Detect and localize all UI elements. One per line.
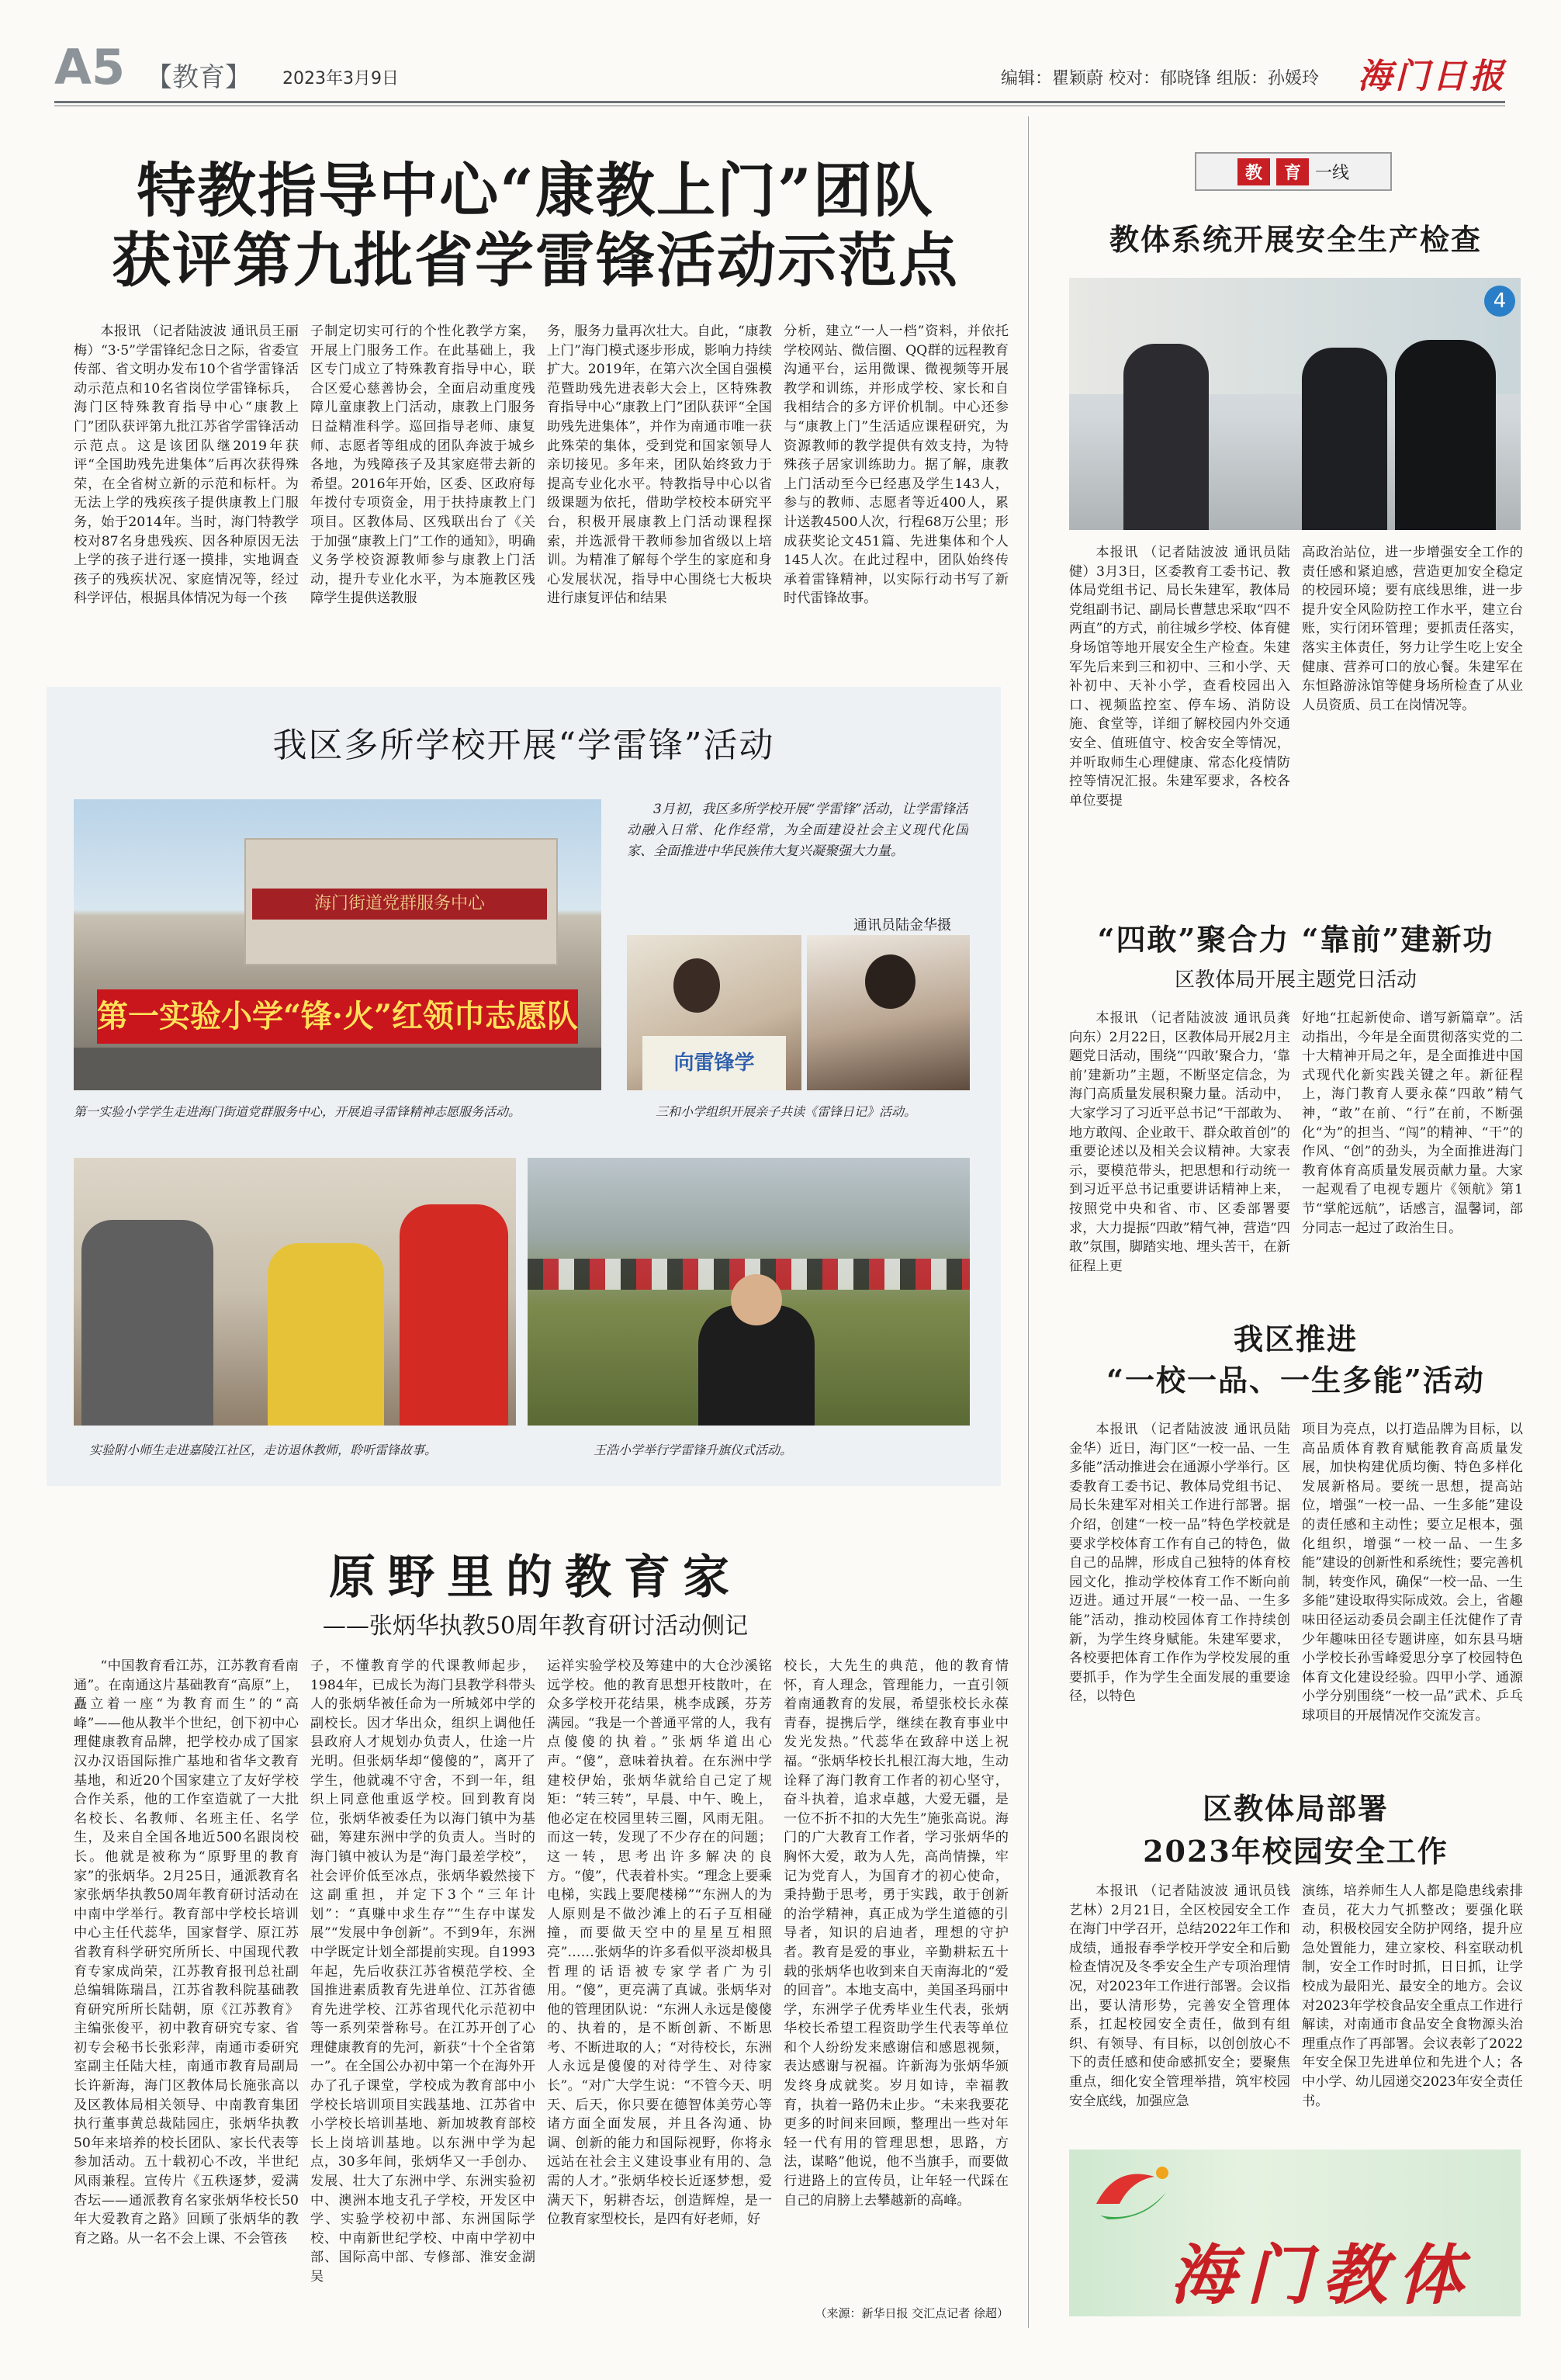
main-article-col-1: 本报讯 （记者陆波波 通讯员王丽梅）“3·5”学雷锋纪念日之际，省委宣传部、省文明办发布10个省学雷锋活动示范点和10名省岗位学雷锋标兵，海门区特殊教育指导中心“康教上门”团队获评第九批江苏省学雷锋活动示范点。这是该团队继2019年获评“全国助残先进集体”后再次获得殊荣，在全省树立新的示范和标杆。为无法上学的残疾孩子提供康教上门服务，始于2014年。当时，海门特教学校对87名身患残疾、因各种原因无法上学的孩子进行逐一摸排，实地调查孩子的残疾状况、家庭情况等，经过科学评估，根据具体情况为每一个孩: [74, 324, 299, 607]
swirl-logo-icon: [1085, 2157, 1178, 2227]
wild-subheadline: ——张炳华执教50周年教育研讨活动侧记: [322, 1613, 749, 1640]
oneschool-col-2: 项目为亮点，以打造品牌为目标，以高品质体育教育赋能教育高质量发展，加快构建优质均衡、特色多样化发展新格局。要统一思想，提高站位，增强“一校一品、一生多能”建设的责任感和主动性；要立足根本，强化组织，增强“一校一品、一生多能”建设的创新性和系统性；要完善机制，转变作风，确保“一校一品、一生多能”建设取得实际成效。会上，省趣味田径运动委员会副主任沈健作了青少年趣味田径专题讲座，如东县马塘小学校长孙雪峰爱思分享了校园特色体育文化建设经验。四甲小学、通源小学分别围绕“一校一品”武术、乒乓球项目的开展情况作交流发言。: [1302, 1422, 1523, 1724]
education-logo-text: 海门教体: [1170, 2236, 1475, 2313]
party-subheadline: 区教体局开展主题党日活动: [1174, 968, 1417, 992]
oneschool-col-1: 本报讯 （记者陆波波 通讯员陆金华）近日，海门区“一校一品、一生多能”活动推进会在通源小学举行。区委教育工委书记、教体局党组书记、局长朱建军对相关工作进行部署。据介绍，创建“一校一品”特色学校就是要求学校体育工作有自己的特色，做自己的品牌，形成自己独特的体育校园文化，推动学校体育工作不断向前迈进。通过开展“一校一品、一生多能”活动，推动校园体育工作持续创新，为学生终身赋能。朱建军要求，各校要把体育工作作为学校发展的重要抓手，作为学生全面发展的重要途径，以特色: [1069, 1422, 1290, 1705]
column-divider: [1028, 116, 1029, 2328]
editor-credits: 编辑：瞿颖蔚 校对：郁晓锋 组版：孙媛玲: [1001, 69, 1319, 88]
photo-safety-inspection: 4: [1069, 278, 1521, 530]
campus-col-2: 演练，培养师生人人都是隐患线索排查员，花大力气抓整改；要强化联动，积极校园安全防护网络，提升应急处置能力，建立家校、科室联动机制，安全工作时时抓，日日抓，让学校成为最阳光、最安全的地方。会议对2023年学校食品安全重点工作进行解读，对南通市食品安全食物源头治理重点作了再部署。会议表彰了2022年安全保卫先进单位和先进个人；各中小学、幼儿园递交2023年安全责任书。: [1302, 1883, 1523, 2109]
section-label: 【教育】: [146, 62, 251, 93]
wild-col-3: 运祥实验学校及筹建中的大仓沙溪铭远学校。他的教育思想开枝散叶，在众多学校开花结果，桃李成蹊，芬芳满园。“我是一个普通平常的人，我有点傻傻的执着。”张炳华道出心声。“傻”，意味着执着。在东洲中学建校伊始，张炳华就给自己定了规矩：“转三转”，早晨、中午、晚上，他必定在校园里转三圈，风雨无阻。而这一转，发现了不少存在的问题；这一转，思考出许多解决的良方。“傻”，代表着朴实。“理念上要乘电梯，实践上要爬楼梯”“东洲人的为人原则是不做沙滩上的石子互相碰撞，而要做天空中的星星互相照亮”……张炳华的许多看似平淡却极具哲理的话语被专家学者广为引用。“傻”，更亮满了真诚。张炳华对他的管理团队说：“东洲人永远是傻傻的、执着的，是不断创新、不断思考、不断进取的人；“对待校长，东洲人永远是傻傻的对待学生、对待家长”。“对广大学生说：“不管今天、明天、后天，你只要在德智体美劳心等诸方面全面发展，并且各沟通、协调、创新的能力和国际视野，你将永远站在社会主义建设事业有用的、急需的人才。”张炳华校长近逐梦想，爱满天下，躬耕杏坛，创造辉煌，是一位教育家型校长，是四有好老师，好: [547, 1658, 772, 2228]
photo-feature-title: 我区多所学校开展“学雷锋”活动: [272, 726, 775, 765]
book-cover: 向雷锋学: [642, 1036, 786, 1090]
caption-1: 第一实验小学学生走进海门街道党群服务中心，开展追寻雷锋精神志愿服务活动。: [74, 1104, 521, 1119]
safety-col-1: 本报讯 （记者陆波波 通讯员陆健）3月3日，区委教育工委书记、教体局党组书记、局长朱建军，教体局党组副书记、副局长曹慧忠采取“四不两直”的方式，前往城乡学校、体育健身场馆等地开展安全生产检查。朱建军先后来到三和初中、三和小学、天补初中、天补小学，查看校园出入口、视频监控室、停车场、消防设施、食堂等，详细了解校园内外交通安全、值班值守、校舍安全等情况，并听取师生心理健康、常态化疫情防控等情况汇报。朱建军要求，各校各单位要提: [1069, 545, 1290, 809]
page-number: A5: [54, 39, 126, 95]
issue-date: 2023年3月9日: [282, 69, 399, 88]
campus-col-1: 本报讯 （记者陆波波 通讯员钱艺林）2月21日，全区校园安全工作在海门中学召开，总结2022年工作和成绩，通报春季学校开学安全和后勤检查情况及冬季安全生产专项治理情况，对2023年工作进行部署。会议指出，要认清形势，完善安全管理体系，扛起校园安全责任，做到有组织、有领导、有目标，以创创放心不下的责任感和使命感抓安全；要聚焦重点，细化安全管理举措，筑牢校园安全底线，加强应急: [1069, 1883, 1290, 2109]
main-headline-2: 获评第九批省学雷锋活动示范点: [112, 226, 959, 295]
header-rule: [54, 101, 1505, 103]
caption-2: 三和小学组织开展亲子共读《雷锋日记》活动。: [656, 1104, 917, 1119]
safety-col-2: 高政治站位，进一步增强安全工作的责任感和紧迫感，营造更加安全稳定的校园环境；要有底线思维，进一步提升安全风险防控工作水平，建立台账，实行闭环管理；要抓责任落实，落实主体责任，努力让学生吃上安全健康、营养可口的放心餐。朱建军在东恒路游泳馆等健身场所检查了从业人员资质、员工在岗情况等。: [1302, 545, 1523, 713]
photo-credit: 通讯员陆金华摄: [853, 917, 951, 934]
kicker-part-2: 育: [1276, 158, 1309, 185]
education-logo-panel: [1069, 2150, 1521, 2316]
photo-flag-ceremony: [528, 1158, 970, 1426]
oneschool-headline-1: 我区推进: [1233, 1322, 1358, 1356]
photo-community-visit: [74, 1158, 516, 1426]
party-col-2: 好地“扛起新使命、谱写新篇章”。活动指出，今年是全面贯彻落实党的二十大精神开局之年，是全面推进中国式现代化新实践关键之年。新征程上，海门教育人要永葆“四敢”精气神，“敢”在前、“行”在前，不断强化“为”的担当、“闯”的精神、“干”的作风、“创”的劲头，为全面推进海门教育体育高质量发展贡献力量。大家一起观看了电视专题片《领航》第1节“掌舵远航”，话感言，温馨词，部分同志一起过了政治生日。: [1302, 1010, 1523, 1236]
photo-intro: 3月初，我区多所学校开展“学雷锋”活动，让学雷锋活动融入日常、化作经常，为全面建设社会主义现代化国家、全面推进中华民族伟大复兴凝聚强大力量。: [627, 802, 968, 859]
wild-col-2: 子，不懂教育学的代课教师起步，1984年，已成长为海门县教学科带头人的张炳华被任命为一所城郊中学的副校长。因才华出众，组织上调他任县政府人才规划办负责人，仕途一片光明。但张炳华却“傻傻的”，离开了学生，他就魂不守舍，不到一年，组织上同意他重返学校。回到教育岗位，张炳华被委任为以海门镇中为基础，筹建东洲中学的负责人。当时的海门镇中被认为是“海门最差学校”，社会评价低至冰点，张炳华毅然接下这副重担，并定下3个“三年计划”：“真赚中求生存”“生存中谋发展”“发展中争创新”。不到9年，东洲中学既定计划全部提前实现。自1993年起，先后收获江苏省模范学校、全国推进素质教育先进单位、江苏省德育先进学校、江苏省现代化示范初中等一系列荣誉称号。在江苏开创了心理健康教育的先河，新获“十个全省第一”。在全国公办初中第一个在海外开办了孔子课堂，学校成为教育部中小学校长培训项目实践基地、江苏省中小学校长培训基地、新加坡教育部校长上岗培训基地。以东洲中学为起点，30多年间，张炳华又一手创办、发展、壮大了东洲中学、东洲实验初中、澳洲本地支孔子学校，开发区中学、实验学校初中部、东洲国际学校、中南新世纪学校、中南中学初中部、国际高中部、专修部、淮安金湖吴: [310, 1658, 535, 2285]
wild-source: （来源：新华日报 交汇点记者 徐超）: [815, 2306, 1009, 2320]
caption-3: 实验附小师生走进嘉陵江社区，走访退休教师，聆听雷锋故事。: [89, 1443, 438, 1457]
party-headline: “四敢”聚合力 “靠前”建新功: [1097, 922, 1494, 957]
safety-headline: 教体系统开展安全生产检查: [1109, 222, 1482, 257]
wild-col-1: “中国教育看江苏，江苏教育看南通”。在南通这片基础教育“高原”上，矗立着一座“为教育而生”的“高峰”——他从教半个世纪，创下初中心理健康教育品牌，把学校办成了国家汉办汉语国际推广基地和省华文教育基地，和近20个国家建立了友好学校合作关系，他的工作室造就了一大批名校长、名教师、名班主任、名学生，及来自全国各地近500名跟岗校长。他就是被称为“原野里的教育家”的张炳华。2月25日，通派教育名家张炳华执教50周年教育研讨活动在中南中学举行。教育部中学校长培训中心主任代蕊华，国家督学、原江苏省教育科学研究所所长、中国现代教育专家成尚荣，江苏教育报刊总社副总编辑陈瑞昌，江苏省教科院基础教育研究所所长陆朝，原《江苏教育》主编张俊平，初中教育研究专家、省初专会秘书长张彩萍，南通市委研究室副主任陆大桂，南通市教育局副局长许新海，海门区教体局长施张高以及区教体局相关领导、中南教育集团执行董事黄总裁陆园庄，张炳华执教50年来培养的校长团队、家长代表等参加活动。五十载初心不改，半世纪风雨兼程。宣传片《五秩逐梦，爱满杏坛——通派教育名家张炳华校长50年大爱教育之路》回顾了张炳华的教育之路。从一名不会上课、不会管孩: [74, 1658, 299, 2247]
photo-volunteer-group: 海门街道党群服务中心 第一实验小学“锋·火”红领巾志愿队: [74, 799, 601, 1090]
wild-col-4: 校长，大先生的典范，他的教育情怀，育人理念，管理能力，一直引领着南通教育的发展，希望张校长永葆青春，提携后学，继续在教育事业中发光发热。”代蕊华在致辞中送上祝福。“张炳华校长扎根江海大地，生动诠释了海门教育工作者的初心坚守，奋斗执着，追求卓越，大爱无疆，是一位不折不扣的大先生”施张高说。海门的广大教育工作者，学习张炳华的胸怀大爱，敢为人先，高尚情操，牢记为党育人，为国育才的初心使命，秉持勤于思考，勇于实践，敢于创新的治学精神，真正成为学生道德的引导者，知识的启迪者，理想的守护者。教育是爱的事业，辛勤耕耘五十载的张炳华也收到来自天南海北的“爱的回音”。本地支高中，美国圣玛丽中学，东洲学子优秀毕业生代表，张炳华校长希望工程资助学生代表等单位和个人纷纷发来感谢信和感恩视频，表达感谢与祝福。许新海为张炳华颁发终身成就奖。岁月如诗，幸福教育，执着一路仍未止步。“未来我要花更多的时间来回顾，整理出一些对年轻一代有用的管理思想，思路，方法，谋略”他说，他不当旗手，而要做行进路上的宣传员，让年轻一代踩在自己的肩膀上去攀越新的高峰。: [784, 1658, 1009, 2209]
party-col-1: 本报讯 （记者陆波波 通讯员龚向东）2月22日，区教体局开展2月主题党日活动，围绕“‘四敢’聚合力，‘靠前’建新功”主题，不断坚定信念，为海门高质量发展积聚力量。活动中，大家学习了习近平总书记“干部敢为、地方敢闯、企业敢干、群众敢首创”的重要论述以及相关会议精神。大家表示，要模范带头，把思想和行动统一到习近平总书记重要讲话精神上来，按照党中央和省、市、区委部署要求，大力提振“四敢”精气神，营造“四敢”氛围，脚踏实地、埋头苦干，在新征程上更: [1069, 1010, 1290, 1274]
main-headline-1: 特教指导中心“康教上门”团队: [137, 156, 934, 225]
oneschool-headline-2: “一校一品、一生多能”活动: [1106, 1363, 1485, 1398]
caption-4: 王浩小学举行学雷锋升旗仪式活动。: [594, 1443, 793, 1457]
campus-headline-2: 2023年校园安全工作: [1143, 1834, 1449, 1869]
column-kicker: [1195, 152, 1392, 191]
masthead-logo: 海门日报: [1358, 57, 1507, 96]
volunteer-banner: 第一实验小学“锋·火”红领巾志愿队: [97, 989, 578, 1044]
main-article-col-4: 分析，建立“一人一档”资料，并依托学校网站、微信圈、QQ群的远程教育沟通平台，运用微课、微视频等开展教学和训练，并形成学校、家长和自我相结合的多方评价机制。中心还参与“康教上门”生活适应课程研究，为资源教师的教学提供有效支持，为特殊孩子居家训练助力。据了解，康教上门活动至今已经惠及学生143人，参与的教师、志愿者等近400人，累计送教4500人次，行程68万公里；形成获奖论文451篇、先进集体和个人145人次。在此过程中，团队始终传承着雷锋精神，以实际行动书写了新时代雷锋故事。: [784, 324, 1009, 607]
wild-headline: 原野里的教育家: [329, 1550, 742, 1605]
kicker-part-3: 一线: [1315, 163, 1350, 183]
campus-headline-1: 区教体局部署: [1202, 1791, 1389, 1826]
kicker-part-1: 教: [1237, 158, 1270, 185]
main-article-col-3: 务，服务力量再次壮大。自此，“康教上门”海门模式逐步形成，影响力持续扩大。2019年，在第六次全国自强模范暨助残先进表彰大会上，区特殊教育指导中心“康教上门”团队获评“全国助残先进集体”，并作为南通市唯一获此殊荣的集体，受到党和国家领导人亲切接见。多年来，团队始终致力于提高专业化水平。特教指导中心以省级课题为依托，借助学校校本研究平台，积极开展康教上门活动课程探索，并选派骨干教师参加省级以上培训。为精准了解每个学生的家庭和身心发展状况，指导中心围绕七大板块进行康复评估和结果: [547, 324, 772, 607]
main-article-col-2: 子制定切实可行的个性化教学方案，开展上门服务工作。在此基础上，我区专门成立了特殊教育指导中心，联合区爱心慈善协会，全面启动重度残障儿童康教上门活动，康教上门服务日益精准科学。巡回指导老师、康复师、志愿者等组成的团队奔波于城乡各地，为残障孩子及其家庭带去新的希望。2016年开始，区委、区政府每年拨付专项资金，用于扶持康教上门项目。区教体局、区残联出台了《关于加强“康教上门”工作的通知》，明确义务学校资源教师参与康教上门活动，提升专业化水平，为本施教区残障学生提供送教服: [310, 324, 535, 607]
photo-reading-2: [807, 935, 970, 1090]
photo-reading-1: [627, 935, 801, 1090]
